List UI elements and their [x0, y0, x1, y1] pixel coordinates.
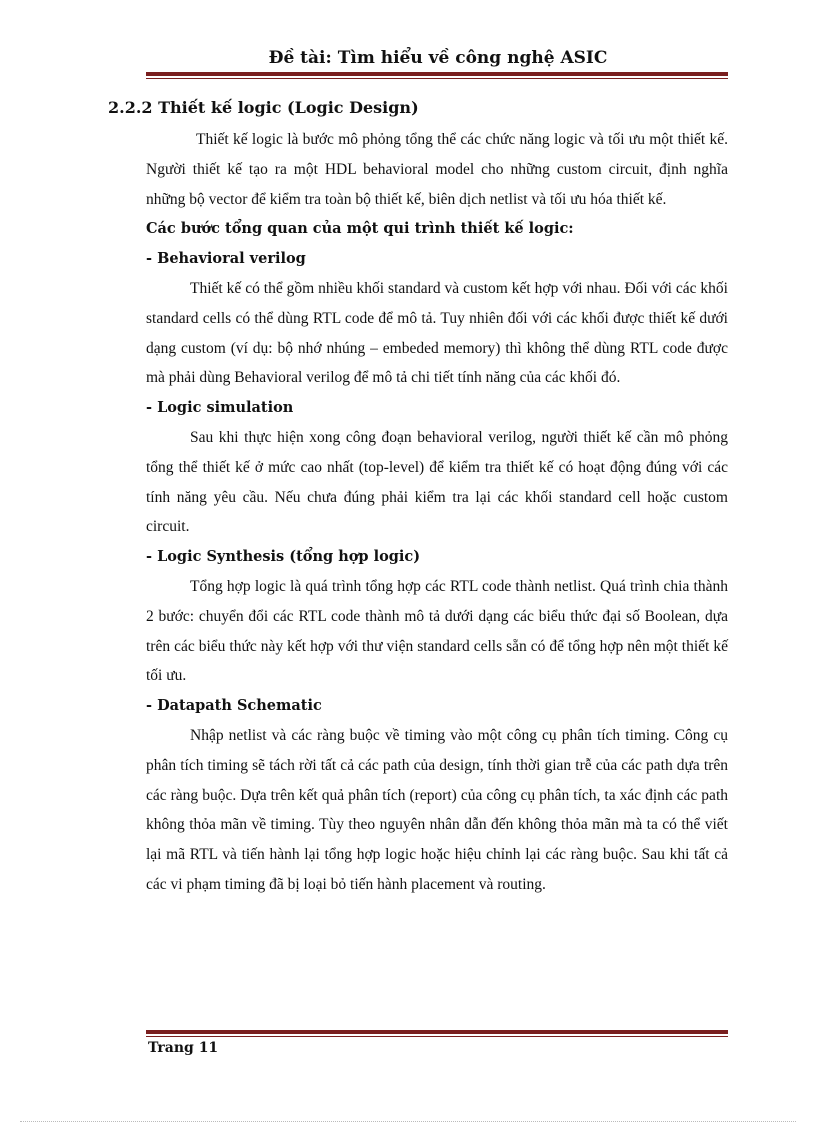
step-title-behavioral-verilog: - Behavioral verilog — [146, 250, 306, 268]
step-body-behavioral-verilog: Thiết kế có thể gồm nhiều khối standard và custom kết hợp với nhau. Đối với các khối standard cells có thể dùng RTL code để mô tả. Tuy nhiên đối với các khối được thiết kế dưới dạng custom (ví dụ: bộ nhớ nhúng – embeded memory) thì không thể dùng RTL code được mà phải dùng Behavioral verilog để mô tả chi tiết tính năng của các khối đó. — [146, 279, 728, 387]
header-title: Đề tài: Tìm hiểu về công nghệ ASIC — [268, 48, 608, 68]
step-body-logic-simulation: Sau khi thực hiện xong công đoạn behavioral verilog, người thiết kế cần mô phỏng tổng thể thiết kế ở mức cao nhất (top-level) để kiểm tra thiết kế có hoạt động đúng với các tính năng yêu cầu. Nếu chưa đúng phải kiểm tra lại các khối standard cell hoặc custom circuit. — [146, 428, 728, 536]
intro-paragraph: Thiết kế logic là bước mô phỏng tổng thể các chức năng logic và tối ưu một thiết kế. Người thiết kế tạo ra một HDL behavioral model cho những custom circuit, định nghĩa những bộ vector để kiểm tra toàn bộ thiết kế, biên dịch netlist và tối ưu hóa thiết kế. — [146, 131, 728, 208]
page-body — [146, 125, 728, 900]
page-number: Trang 11 — [148, 1040, 219, 1056]
step-body-datapath-schematic: Nhập netlist và các ràng buộc về timing vào một công cụ phân tích timing. Công cụ phân tích timing sẽ tách rời tất cả các path của design, tính thời gian trễ của các path dựa trên các ràng buộc. Dựa trên kết quả phân tích (report) của công cụ phân tích, ta xác định các path không thỏa mãn về timing. Tùy theo nguyên nhân dẫn đến không thỏa mãn mà ta có thể viết lại mã RTL và tiến hành lại tổng hợp logic hoặc hiệu chỉnh lại các ràng buộc. Sau khi tất cả các vi phạm timing đã bị loại bỏ tiến hành placement và routing. — [146, 726, 728, 893]
step-body-logic-synthesis: Tổng hợp logic là quá trình tổng hợp các RTL code thành netlist. Quá trình chia thành 2 bước: chuyển đổi các RTL code thành mô tả dưới dạng các biểu thức đại số Boolean, dựa trên các biểu thức này kết hợp với thư viện standard cells sẵn có để tổng hợp nên một thiết kế tối ưu. — [146, 577, 728, 685]
section-heading: 2.2.2 Thiết kế logic (Logic Design) — [108, 98, 419, 117]
step-title-datapath-schematic: - Datapath Schematic — [146, 697, 322, 715]
step-title-logic-simulation: - Logic simulation — [146, 399, 294, 417]
step-title-logic-synthesis: - Logic Synthesis (tổng hợp logic) — [146, 548, 421, 566]
footer-rule — [146, 1030, 728, 1037]
page-edge-divider — [20, 1121, 796, 1122]
steps-title: Các bước tổng quan của một qui trình thiết kế logic: — [146, 220, 574, 238]
header-rule — [146, 72, 728, 79]
